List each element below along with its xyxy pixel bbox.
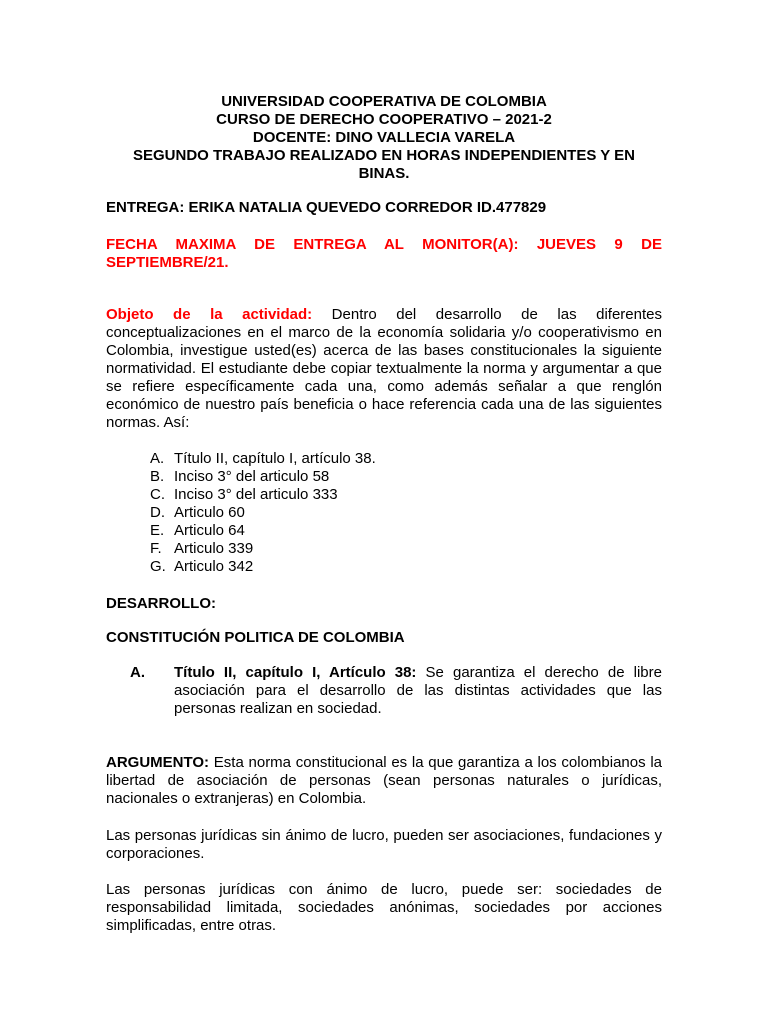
norms-list (150, 450, 376, 576)
list-item: C. Inciso 3° del articulo 333 (150, 486, 338, 503)
activity-objective (106, 306, 662, 432)
deadline-line-1: FECHA MAXIMA DE ENTREGA AL MONITOR(A): JUEVES 9 DE (106, 236, 662, 253)
article-38-title: Título II, capítulo I, Artículo 38: (174, 664, 417, 681)
list-item: D. Articulo 60 (150, 504, 245, 521)
objective-label: Objeto de la actividad: (106, 306, 313, 323)
assignment-title: SEGUNDO TRABAJO REALIZADO EN HORAS INDEPENDIENTES Y EN BINAS. (132, 147, 635, 182)
course-name: CURSO DE DERECHO COOPERATIVO – 2021-2 (216, 111, 552, 128)
development-heading: DESARROLLO: (106, 595, 216, 612)
objective-text: Dentro del desarrollo de las diferentes conceptualizaciones en el marco de la economía solidaria y/o cooperativismo en Colombia, investigue usted(es) acerca de las bases constitucionales la siguiente normatividad. El estudiante debe copiar textualmente la norma y argumentar a que se refiere específicamente cada una, como además señalar a que renglón económico de nuestro país beneficia o hace referencia cada una de las siguientes normas. Así: (106, 306, 662, 431)
argument-label: ARGUMENTO: (106, 754, 210, 771)
list-item: G. Articulo 342 (150, 558, 254, 575)
university-name: UNIVERSIDAD COOPERATIVA DE COLOMBIA (221, 93, 547, 110)
deadline (106, 236, 662, 272)
constitution-heading: CONSTITUCIÓN POLITICA DE COLOMBIA (106, 629, 405, 646)
forprofit-paragraph: Las personas jurídicas con ánimo de lucro, puede ser: sociedades de responsabilidad limitada, sociedades anónimas, sociedades por acciones simplificadas, entre otras. (106, 881, 662, 934)
student-delivery: ENTREGA: ERIKA NATALIA QUEVEDO CORREDOR ID.477829 (106, 199, 547, 216)
list-item: B. Inciso 3° del articulo 58 (150, 468, 330, 485)
article-38-section (130, 664, 662, 718)
document-header (106, 93, 662, 183)
teacher-name: DOCENTE: DINO VALLECIA VARELA (252, 129, 516, 146)
list-item: E. Articulo 64 (150, 522, 245, 539)
article-letter: A. (130, 664, 145, 681)
list-item: F. Articulo 339 (150, 540, 254, 557)
nonprofit-paragraph: Las personas jurídicas sin ánimo de lucro, pueden ser asociaciones, fundaciones y corporaciones. (106, 827, 662, 862)
deadline-line-2: SEPTIEMBRE/21. (106, 254, 229, 271)
argument-paragraph: ARGUMENTO: Esta norma constitucional es la que garantiza a los colombianos la libertad de asociación de personas (sean personas naturales o jurídicas, nacionales o extranjeras) en Colombia. (106, 754, 662, 807)
list-item: A. Título II, capítulo I, artículo 38. (150, 450, 376, 467)
article-38-text: Título II, capítulo I, Artículo 38: Se garantiza el derecho de libre asociación para el desarrollo de las distintas actividades que las personas realizan en sociedad. (174, 664, 662, 717)
